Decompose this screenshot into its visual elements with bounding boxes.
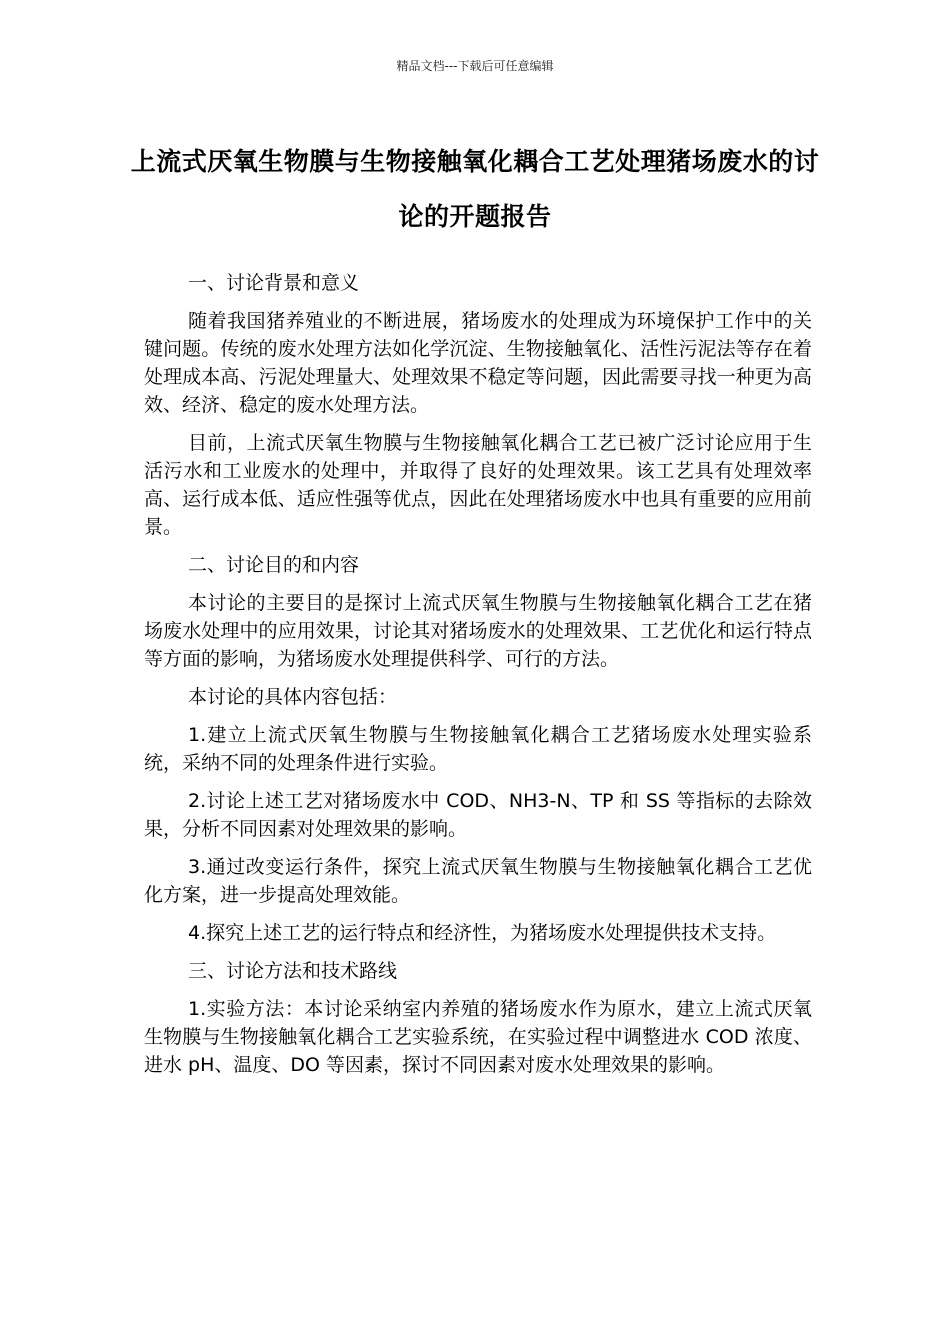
document-title: 上流式厌氧生物膜与生物接触氧化耦合工艺处理猪场废水的讨论的开题报告	[130, 147, 820, 231]
list-item-content-4: 4.探究上述工艺的运行特点和经济性，为猪场废水处理提供技术支持。	[188, 922, 777, 944]
list-item-content-1: 1.建立上流式厌氧生物膜与生物接触氧化耦合工艺猪场废水处理实验系统，采纳不同的处理条件进行实验。	[144, 724, 812, 774]
paragraph-background-2: 目前，上流式厌氧生物膜与生物接触氧化耦合工艺已被广泛讨论应用于生活污水和工业废水的处理中，并取得了良好的处理效果。该工艺具有处理效率高、运行成本低、适应性强等优点，因此在处理猪场废水中也具有重要的应用前景。	[144, 432, 812, 538]
section-heading-purpose: 二、讨论目的和内容	[188, 554, 360, 576]
list-item-content-3: 3.通过改变运行条件，探究上流式厌氧生物膜与生物接触氧化耦合工艺优化方案，进一步提高处理效能。	[144, 856, 812, 906]
list-item-method-1: 1.实验方法：本讨论采纳室内养殖的猪场废水作为原水，建立上流式厌氧生物膜与生物接触氧化耦合工艺实验系统，在实验过程中调整进水 COD 浓度、进水 pH、温度、DO 等因素，探讨不同因素对废水处理效果的影响。	[144, 998, 812, 1076]
document-body	[144, 269, 812, 1089]
paragraph-purpose: 本讨论的主要目的是探讨上流式厌氧生物膜与生物接触氧化耦合工艺在猪场废水处理中的应用效果，讨论其对猪场废水的处理效果、工艺优化和运行特点等方面的影响，为猪场废水处理提供科学、可行的方法。	[144, 592, 812, 670]
header-note: 精品文档---下载后可任意编辑	[396, 59, 554, 73]
section-heading-background: 一、讨论背景和意义	[188, 272, 360, 294]
section-heading-methods: 三、讨论方法和技术路线	[188, 960, 398, 982]
paragraph-background-1: 随着我国猪养殖业的不断进展，猪场废水的处理成为环境保护工作中的关键问题。传统的废水处理方法如化学沉淀、生物接触氧化、活性污泥法等存在着处理成本高、污泥处理量大、处理效果不稳定等问题，因此需要寻找一种更为高效、经济、稳定的废水处理方法。	[144, 310, 812, 416]
list-item-content-2: 2.讨论上述工艺对猪场废水中 COD、NH3-N、TP 和 SS 等指标的去除效果，分析不同因素对处理效果的影响。	[144, 790, 812, 840]
paragraph-content-intro: 本讨论的具体内容包括：	[188, 686, 398, 708]
